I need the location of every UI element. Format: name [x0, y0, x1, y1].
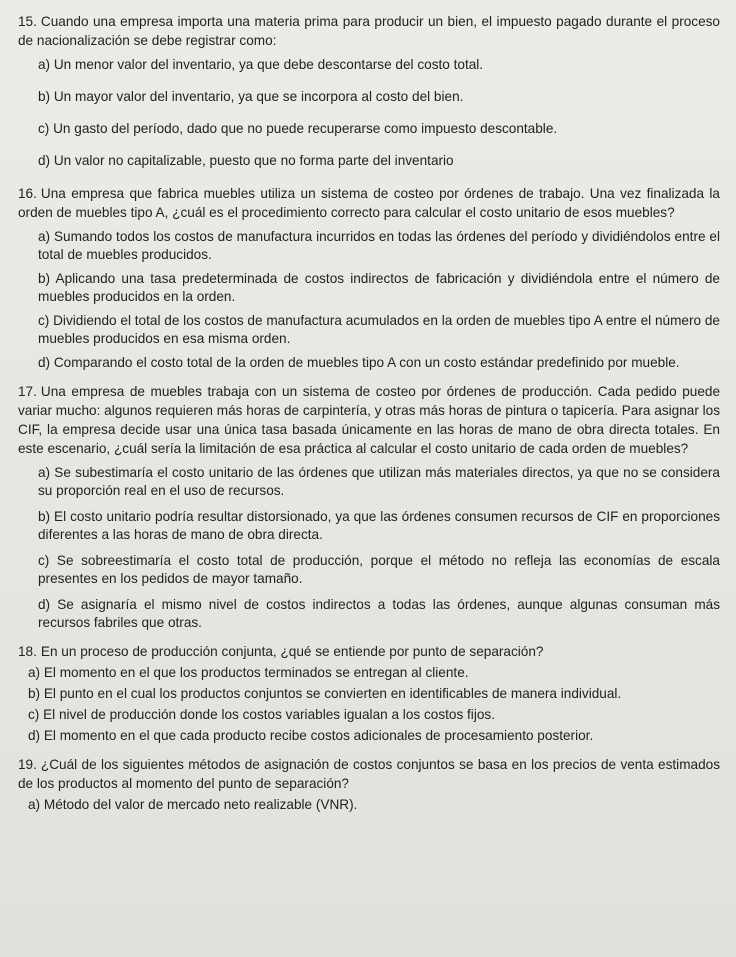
- option-list: [38, 464, 720, 632]
- option-c: c) Se sobreestimaría el costo total de producción, porque el método no refleja las economías de escala presentes en los pedidos de mayor tamaño.: [38, 553, 720, 586]
- option-b: b) Aplicando una tasa predeterminada de costos indirectos de fabricación y dividiéndola entre el número de muebles producidos en la orden.: [38, 271, 720, 304]
- question-15: [18, 12, 720, 170]
- question-text: En un proceso de producción conjunta, ¿qué se entiende por punto de separación?: [40, 644, 544, 659]
- question-stem: [18, 12, 720, 50]
- option-list: [28, 796, 720, 814]
- option-a: a) El momento en el que los productos terminados se entregan al cliente.: [28, 665, 469, 680]
- question-stem: [18, 382, 720, 458]
- option-a: a) Se subestimaría el costo unitario de las órdenes que utilizan más materiales directos, ya que no se considera su proporción real en el uso de recursos.: [38, 465, 720, 498]
- question-text: Una empresa de muebles trabaja con un sistema de costeo por órdenes de producción. Cada pedido puede variar mucho: algunos requieren más horas de carpintería, y otras más horas de pintura o tapicería. Para asignar los CIF, la empresa decide usar una única tasa basada únicamente en las horas de mano de obra directa totales. En este escenario, ¿cuál sería la limitación de esa práctica al calcular el costo unitario de cada orden de muebles?: [18, 384, 720, 456]
- question-stem: [18, 642, 720, 661]
- question-number: 16.: [18, 186, 37, 201]
- option-c: c) El nivel de producción donde los costos variables igualan a los costos fijos.: [28, 707, 495, 722]
- option-d: d) Se asignaría el mismo nivel de costos indirectos a todas las órdenes, aunque algunas consuman más recursos fabriles que otras.: [38, 597, 720, 630]
- option-b: b) El costo unitario podría resultar distorsionado, ya que las órdenes consumen recursos de CIF en proporciones diferentes a las horas de mano de obra directa.: [38, 509, 720, 542]
- option-list: [38, 56, 720, 170]
- question-text: ¿Cuál de los siguientes métodos de asignación de costos conjuntos se basa en los precios de venta estimados de los productos al momento del punto de separación?: [18, 757, 720, 791]
- option-list: [38, 228, 720, 372]
- question-number: 15.: [18, 14, 37, 29]
- question-number: 18.: [18, 644, 37, 659]
- option-d: d) El momento en el que cada producto recibe costos adicionales de procesamiento posterior.: [28, 728, 594, 743]
- option-a: a) Método del valor de mercado neto realizable (VNR).: [28, 797, 358, 812]
- question-number: 17.: [18, 384, 37, 399]
- question-stem: [18, 184, 720, 222]
- option-c: c) Un gasto del período, dado que no puede recuperarse como impuesto descontable.: [38, 121, 558, 136]
- option-list: [28, 664, 720, 745]
- option-d: d) Comparando el costo total de la orden de muebles tipo A con un costo estándar predefinido por mueble.: [38, 355, 680, 370]
- option-b: b) Un mayor valor del inventario, ya que se incorpora al costo del bien.: [38, 89, 464, 104]
- question-text: Una empresa que fabrica muebles utiliza un sistema de costeo por órdenes de trabajo. Una vez finalizada la orden de muebles tipo A, ¿cuál es el procedimiento correcto para calcular el costo unitario de esos muebles?: [18, 186, 720, 220]
- option-d: d) Un valor no capitalizable, puesto que no forma parte del inventario: [38, 153, 454, 168]
- question-text: Cuando una empresa importa una materia prima para producir un bien, el impuesto pagado durante el proceso de nacionalización se debe registrar como:: [18, 14, 720, 48]
- question-number: 19.: [18, 757, 37, 772]
- option-c: c) Dividiendo el total de los costos de manufactura acumulados en la orden de muebles tipo A entre el número de muebles producidos en esa misma orden.: [38, 313, 720, 346]
- question-stem: [18, 755, 720, 793]
- option-b: b) El punto en el cual los productos conjuntos se convierten en identificables de manera individual.: [28, 686, 622, 701]
- question-16: [18, 184, 720, 372]
- question-19: [18, 755, 720, 814]
- option-a: a) Un menor valor del inventario, ya que debe descontarse del costo total.: [38, 57, 484, 72]
- option-a: a) Sumando todos los costos de manufactura incurridos en todas las órdenes del período y dividiéndolos entre el total de muebles producidos.: [38, 229, 720, 262]
- question-17: [18, 382, 720, 632]
- question-18: [18, 642, 720, 745]
